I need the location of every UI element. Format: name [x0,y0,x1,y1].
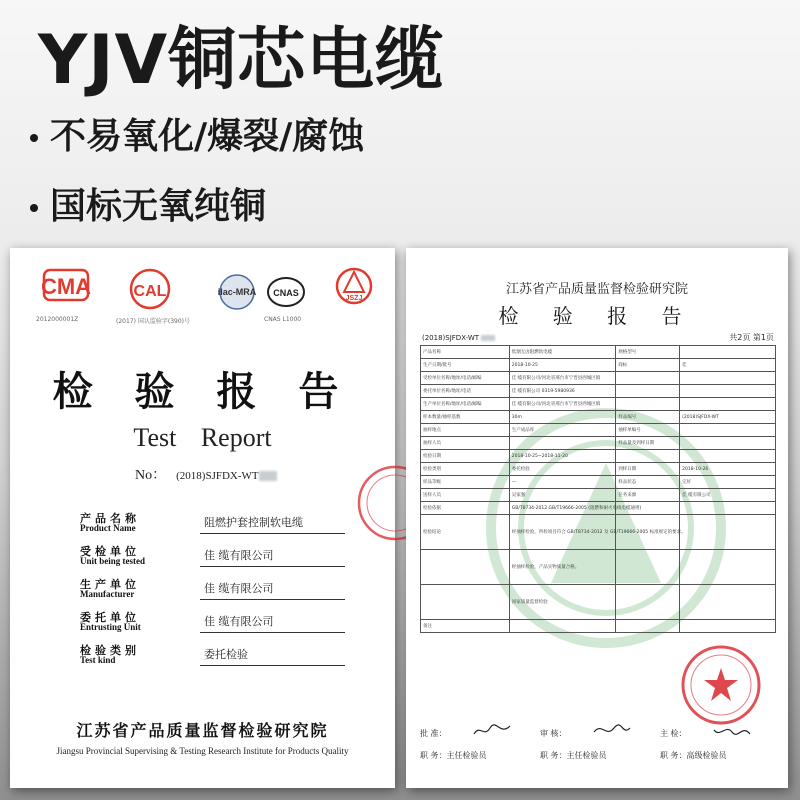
table-cell: 2018-10-26 [680,463,776,476]
table-row [421,372,776,385]
accreditation-logos [34,266,374,326]
main-test-label: 主 检： [660,729,687,738]
table-cell: 佳 缆有限公司 0319-5980936 [509,385,616,398]
table-cell: 样本数量/抽样基数 [421,411,510,424]
table-cell: 抽样地点 [421,424,510,437]
report-title-en: Test Report [133,423,272,452]
table-cell: 检验日期 [421,450,510,463]
field-value-text: 佳 缆有限公司 [204,549,274,562]
report-number-value: (2018)SJFDX-WT [176,470,259,482]
report-table-body [421,346,776,633]
table-cell [680,515,776,550]
review-title: 职 务：主任检验员 [540,751,607,760]
table-row [421,359,776,372]
logo-caption-1: 2012000001Z [36,316,79,323]
review-label: 审 核： [540,729,567,738]
table-cell [616,585,680,620]
red-seal-stamp [676,640,766,730]
feature-bullet-1 [30,108,364,159]
field-value-text: 阻燃护套控制软电缆 [204,516,303,529]
field-manufacturer [80,574,350,606]
handwritten-signature [592,722,632,740]
jszj-logo [334,266,374,310]
table-cell [616,620,680,633]
page-count: 共2页 第1页 [729,333,774,342]
table-cell [680,398,776,411]
field-value [200,613,345,633]
field-value-text: 委托检验 [204,648,248,661]
bullet-dot [30,204,38,212]
table-cell: — [509,476,616,489]
table-cell [680,437,776,450]
table-row [421,437,776,450]
table-cell: 检验结论 [421,515,510,550]
table-row [421,489,776,502]
report-number [422,334,495,342]
report-title: 检 验 报 告 [52,368,353,415]
table-cell: 生产单位名称/地址/电话/邮编 [421,398,510,411]
test-report-cover [10,248,395,788]
table-cell: 佳 [680,359,776,372]
field-label-en: Test kind [80,655,116,665]
table-cell: 规格型号 [616,346,680,359]
table-cell: 经抽样检验，产品实物质量合格。 [509,550,616,585]
table-row [421,620,776,633]
table-cell: 2018-10-25~2018-11-20 [509,450,616,463]
table-row [421,476,776,489]
institution-name-en: Jiangsu Provincial Supervising & Testing Research Institute for Products Quality [56,746,349,756]
logo-caption-4: CNAS L1000 [264,316,302,323]
bullet-text-2: 国标无氧纯铜 [50,186,267,227]
report-number [135,464,277,484]
table-cell [616,550,680,585]
table-row [421,385,776,398]
report-title: 检 验 报 告 [498,304,696,328]
table-row [421,515,776,550]
approve-title: 职 务：主任检验员 [420,751,487,760]
table-cell [680,385,776,398]
field-value [200,580,345,600]
table-cell: 送样人员 [421,489,510,502]
table-cell: 样品量及到样日期 [616,437,680,450]
field-value [200,547,345,567]
table-row [421,424,776,437]
table-cell: 佳 缆有限公司 [680,489,776,502]
table-cell: 产品名称 [421,346,510,359]
table-cell: 国家质量监督检验 [509,585,616,620]
table-cell [616,398,680,411]
table-cell: 抽样单编号 [616,424,680,437]
field-value [200,514,345,534]
table-cell [680,585,776,620]
redacted-mark [481,335,495,341]
bullet-text-1: 不易氧化/爆裂/腐蚀 [50,116,365,157]
table-cell [421,550,510,585]
table-cell: 备注 [421,620,510,633]
feature-bullet-2 [30,178,266,229]
table-cell [680,550,776,585]
table-cell: 检验类别 [421,463,510,476]
table-cell: 抽样人员 [421,437,510,450]
table-cell: GB/T8734-2012 GB/T19666-2005 (阻燃和耐火电线电缆通则) [509,502,616,515]
test-report-page [406,248,788,788]
table-cell: 委托单位名称/地址/电话 [421,385,510,398]
table-cell: 委托检验 [509,463,616,476]
field-label-cn: 受检单位 [80,545,140,558]
table-cell [680,450,776,463]
table-cell: (2018)SJFDX-WT [680,411,776,424]
field-label-en: Unit being tested [80,556,145,566]
table-row [421,411,776,424]
table-cell [680,502,776,515]
report-number-label: No： [135,468,167,483]
table-row [421,398,776,411]
cma-logo [42,266,90,310]
ilac-mra-logo [212,272,262,316]
table-cell: 低烟无卤阻燃软电缆 [509,346,616,359]
cnas-logo [266,274,306,314]
field-label-cn: 生产单位 [80,578,140,591]
bullet-dot [30,134,38,142]
table-cell [616,450,680,463]
table-cell: 佳 缆有限公司/河北省邢台市宁晋县西城区镇 [509,398,616,411]
cal-logo [126,266,174,316]
table-cell [680,620,776,633]
field-entrusting-unit [80,607,350,639]
table-cell [680,346,776,359]
table-cell [616,385,680,398]
table-cell: 生产成品库 [509,424,616,437]
field-label-cn: 委托单位 [80,611,140,624]
approve-label: 批 准： [420,729,447,738]
table-cell: 样品等级 [421,476,510,489]
field-label-cn: 检验类别 [80,644,140,657]
handwritten-signature [712,722,752,740]
table-row [421,550,776,585]
table-cell: 30m [509,411,616,424]
headline: YJV铜芯电缆 [38,21,445,100]
table-cell: 样品编号 [616,411,680,424]
field-label-cn: 产品名称 [80,512,140,525]
report-number-value: (2018)SJFDX-WT [422,334,480,342]
field-label-en: Manufacturer [80,589,135,599]
table-cell [616,372,680,385]
report-table [420,345,776,633]
field-value-text: 佳 缆有限公司 [204,582,274,595]
table-cell: 经抽样检验，所检项目符合 GB/T8734-2012 及 GB/T19666-2005 标准规定的要求。 [509,515,616,550]
field-label-en: Entrusting Unit [80,622,141,632]
table-cell: 2018-10-25 [509,359,616,372]
main-test-title: 职 务：高级检验员 [660,751,727,760]
field-value-text: 佳 缆有限公司 [204,615,274,628]
table-row [421,502,776,515]
field-value [200,646,345,666]
field-test-kind [80,640,350,672]
field-label-en: Product Name [80,523,136,533]
field-product-name [80,508,350,540]
table-cell: 样品状态 [616,476,680,489]
table-cell: 商标 [616,359,680,372]
cnas-logo-text: CNAS [273,288,299,298]
table-cell: 生产日期/批号 [421,359,510,372]
table-cell [509,437,616,450]
table-cell [680,424,776,437]
jszj-logo-text: JSZJ [345,295,363,302]
redacted-mark [259,471,277,481]
table-row [421,585,776,620]
table-cell [509,620,616,633]
report-institution: 江苏省产品质量监督检验研究院 [505,282,688,297]
table-row [421,450,776,463]
table-cell: 佳 缆有限公司/河北省邢台市宁晋县西城区镇 [509,372,616,385]
table-cell: 吴家强 [509,489,616,502]
logo-caption-2: (2017) 国认监验字(390)号 [116,318,190,325]
table-cell [680,372,776,385]
handwritten-signature [472,722,512,740]
table-cell: 完好 [680,476,776,489]
table-row [421,463,776,476]
table-cell: 任务来源 [616,489,680,502]
ilac-logo-text: ilac-MRA [217,287,257,297]
table-cell [421,585,510,620]
table-cell: 受检单位名称/地址/电话/邮编 [421,372,510,385]
field-unit-tested [80,541,350,573]
table-cell: 到样日期 [616,463,680,476]
institution-name-cn: 江苏省产品质量监督检验研究院 [76,721,329,740]
cma-logo-text: CMA [40,274,92,299]
table-row [421,346,776,359]
table-cell: 检验依据 [421,502,510,515]
cal-logo-text: CAL [133,283,167,300]
